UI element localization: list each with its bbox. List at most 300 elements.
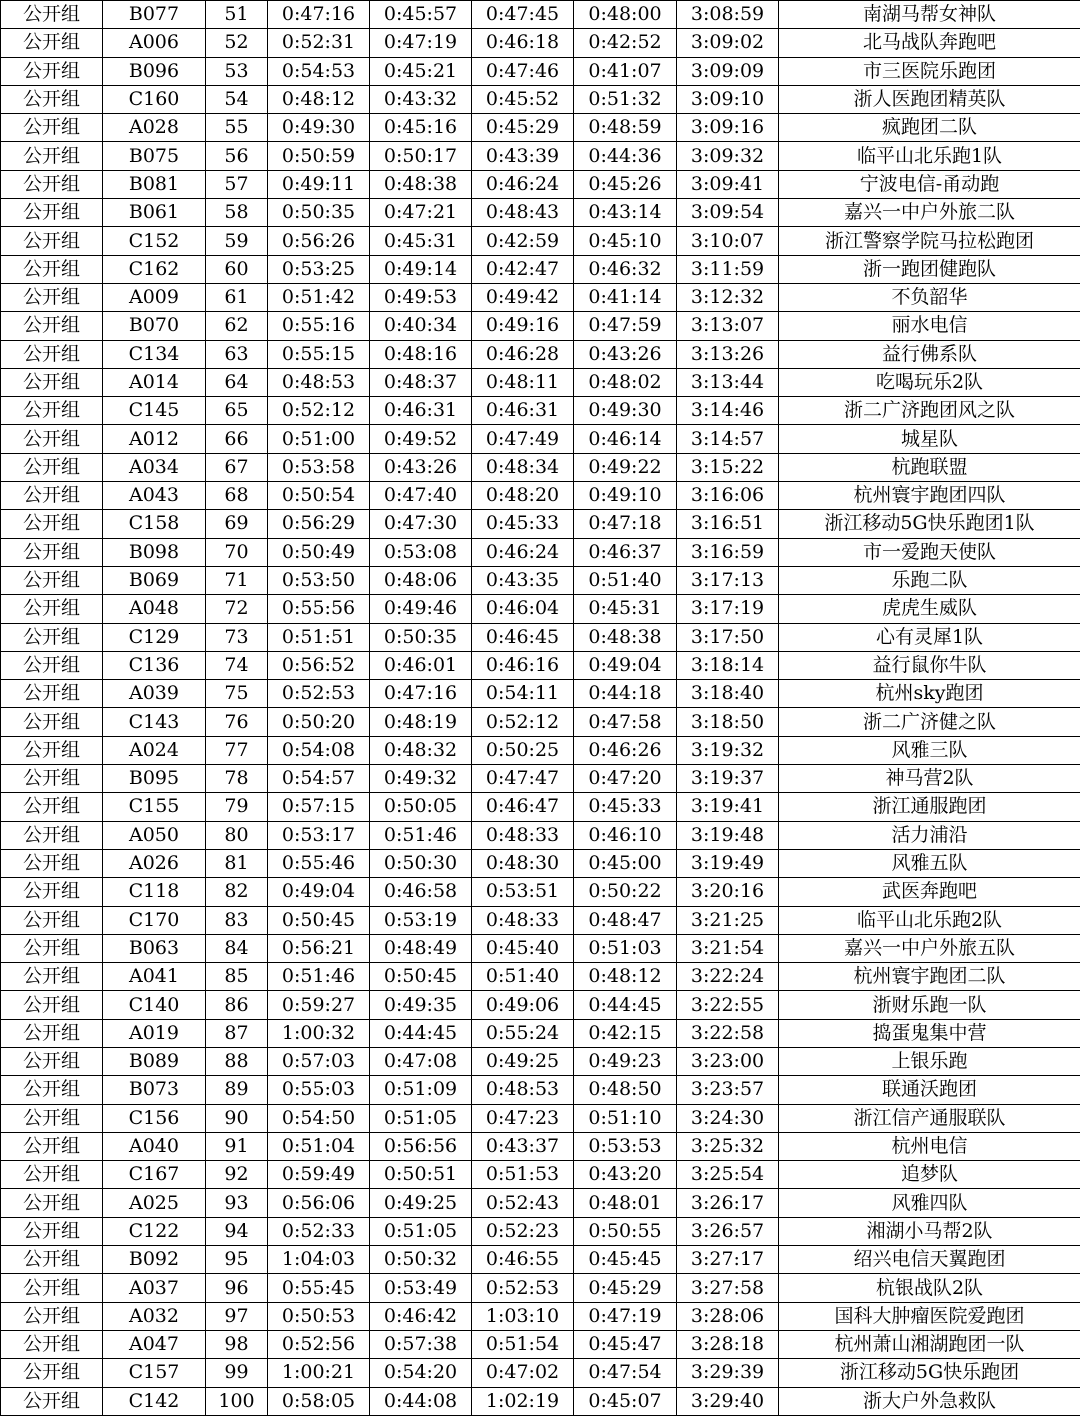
table-row — [1, 1047, 1080, 1075]
total-time-cell: 3:21:54 — [677, 934, 779, 962]
rank-cell: 100 — [206, 1387, 268, 1415]
leg1-time-cell: 0:52:12 — [268, 397, 370, 425]
team-name-cell: 嘉兴一中户外旅二队 — [779, 199, 1080, 227]
leg3-time-cell: 0:45:29 — [472, 114, 574, 142]
table-row — [1, 142, 1080, 170]
team-name-cell: 武医奔跑吧 — [779, 878, 1080, 906]
leg1-time-cell: 0:58:05 — [268, 1387, 370, 1415]
table-row — [1, 1330, 1080, 1358]
leg2-time-cell: 0:51:05 — [370, 1104, 472, 1132]
team-code-cell: A014 — [103, 368, 206, 396]
team-name-cell: 浙江移动5G快乐跑团 — [779, 1359, 1080, 1387]
group-cell: 公开组 — [1, 1161, 103, 1189]
leg1-time-cell: 0:49:30 — [268, 114, 370, 142]
leg4-time-cell: 0:44:45 — [574, 991, 677, 1019]
table-row — [1, 793, 1080, 821]
team-code-cell: C170 — [103, 906, 206, 934]
leg4-time-cell: 0:45:29 — [574, 1274, 677, 1302]
leg1-time-cell: 0:51:46 — [268, 963, 370, 991]
team-code-cell: B095 — [103, 765, 206, 793]
rank-cell: 69 — [206, 510, 268, 538]
leg2-time-cell: 0:40:34 — [370, 312, 472, 340]
leg3-time-cell: 0:47:49 — [472, 425, 574, 453]
group-cell: 公开组 — [1, 397, 103, 425]
leg2-time-cell: 0:57:38 — [370, 1330, 472, 1358]
total-time-cell: 3:09:16 — [677, 114, 779, 142]
group-cell: 公开组 — [1, 595, 103, 623]
leg2-time-cell: 0:49:25 — [370, 1189, 472, 1217]
table-row — [1, 736, 1080, 764]
leg4-time-cell: 0:50:22 — [574, 878, 677, 906]
rank-cell: 90 — [206, 1104, 268, 1132]
rank-cell: 93 — [206, 1189, 268, 1217]
rank-cell: 53 — [206, 57, 268, 85]
leg1-time-cell: 0:53:50 — [268, 566, 370, 594]
leg3-time-cell: 1:03:10 — [472, 1302, 574, 1330]
leg4-time-cell: 0:43:20 — [574, 1161, 677, 1189]
table-row — [1, 538, 1080, 566]
leg4-time-cell: 0:46:10 — [574, 821, 677, 849]
table-row — [1, 368, 1080, 396]
leg4-time-cell: 0:48:01 — [574, 1189, 677, 1217]
leg1-time-cell: 0:50:59 — [268, 142, 370, 170]
rank-cell: 81 — [206, 849, 268, 877]
leg3-time-cell: 0:48:33 — [472, 821, 574, 849]
leg1-time-cell: 0:56:29 — [268, 510, 370, 538]
leg1-time-cell: 0:54:53 — [268, 57, 370, 85]
rank-cell: 88 — [206, 1047, 268, 1075]
rank-cell: 86 — [206, 991, 268, 1019]
rank-cell: 59 — [206, 227, 268, 255]
team-name-cell: 浙江信产通服联队 — [779, 1104, 1080, 1132]
leg2-time-cell: 0:53:19 — [370, 906, 472, 934]
leg1-time-cell: 0:54:50 — [268, 1104, 370, 1132]
table-row — [1, 566, 1080, 594]
leg4-time-cell: 0:42:52 — [574, 29, 677, 57]
team-code-cell: C140 — [103, 991, 206, 1019]
table-row — [1, 1217, 1080, 1245]
rank-cell: 91 — [206, 1132, 268, 1160]
team-name-cell: 不负韶华 — [779, 283, 1080, 311]
table-row — [1, 255, 1080, 283]
total-time-cell: 3:19:49 — [677, 849, 779, 877]
group-cell: 公开组 — [1, 255, 103, 283]
table-row — [1, 708, 1080, 736]
team-code-cell: A041 — [103, 963, 206, 991]
leg2-time-cell: 0:53:08 — [370, 538, 472, 566]
leg2-time-cell: 0:48:38 — [370, 170, 472, 198]
leg2-time-cell: 0:56:56 — [370, 1132, 472, 1160]
rank-cell: 65 — [206, 397, 268, 425]
leg3-time-cell: 0:46:24 — [472, 170, 574, 198]
leg1-time-cell: 0:53:58 — [268, 453, 370, 481]
total-time-cell: 3:24:30 — [677, 1104, 779, 1132]
team-name-cell: 绍兴电信天翼跑团 — [779, 1246, 1080, 1274]
table-row — [1, 425, 1080, 453]
leg4-time-cell: 0:46:32 — [574, 255, 677, 283]
leg2-time-cell: 0:43:32 — [370, 85, 472, 113]
team-code-cell: B073 — [103, 1076, 206, 1104]
total-time-cell: 3:22:58 — [677, 1019, 779, 1047]
total-time-cell: 3:19:41 — [677, 793, 779, 821]
group-cell: 公开组 — [1, 1189, 103, 1217]
table-row — [1, 595, 1080, 623]
leg1-time-cell: 0:59:27 — [268, 991, 370, 1019]
table-row — [1, 1076, 1080, 1104]
group-cell: 公开组 — [1, 963, 103, 991]
group-cell: 公开组 — [1, 368, 103, 396]
leg1-time-cell: 0:52:31 — [268, 29, 370, 57]
table-row — [1, 991, 1080, 1019]
leg1-time-cell: 0:52:53 — [268, 680, 370, 708]
rank-cell: 73 — [206, 623, 268, 651]
team-name-cell: 国科大肿瘤医院爱跑团 — [779, 1302, 1080, 1330]
leg1-time-cell: 0:56:52 — [268, 651, 370, 679]
leg3-time-cell: 0:47:45 — [472, 1, 574, 29]
leg4-time-cell: 0:48:12 — [574, 963, 677, 991]
leg1-time-cell: 0:50:20 — [268, 708, 370, 736]
team-name-cell: 杭州寰宇跑团二队 — [779, 963, 1080, 991]
rank-cell: 52 — [206, 29, 268, 57]
leg1-time-cell: 0:52:33 — [268, 1217, 370, 1245]
leg1-time-cell: 0:53:25 — [268, 255, 370, 283]
total-time-cell: 3:19:48 — [677, 821, 779, 849]
rank-cell: 61 — [206, 283, 268, 311]
team-name-cell: 心有灵犀1队 — [779, 623, 1080, 651]
rank-cell: 79 — [206, 793, 268, 821]
table-row — [1, 765, 1080, 793]
leg4-time-cell: 0:48:59 — [574, 114, 677, 142]
total-time-cell: 3:15:22 — [677, 453, 779, 481]
total-time-cell: 3:23:00 — [677, 1047, 779, 1075]
leg3-time-cell: 0:43:35 — [472, 566, 574, 594]
leg3-time-cell: 0:52:12 — [472, 708, 574, 736]
team-code-cell: B098 — [103, 538, 206, 566]
leg3-time-cell: 0:47:46 — [472, 57, 574, 85]
table-row — [1, 680, 1080, 708]
team-name-cell: 捣蛋鬼集中营 — [779, 1019, 1080, 1047]
leg4-time-cell: 0:45:00 — [574, 849, 677, 877]
total-time-cell: 3:09:02 — [677, 29, 779, 57]
total-time-cell: 3:16:51 — [677, 510, 779, 538]
total-time-cell: 3:14:46 — [677, 397, 779, 425]
leg4-time-cell: 0:43:14 — [574, 199, 677, 227]
rank-cell: 71 — [206, 566, 268, 594]
leg2-time-cell: 0:54:20 — [370, 1359, 472, 1387]
table-row — [1, 283, 1080, 311]
table-row — [1, 1189, 1080, 1217]
table-row — [1, 906, 1080, 934]
leg3-time-cell: 0:52:23 — [472, 1217, 574, 1245]
team-code-cell: B061 — [103, 199, 206, 227]
total-time-cell: 3:17:13 — [677, 566, 779, 594]
group-cell: 公开组 — [1, 906, 103, 934]
team-name-cell: 临平山北乐跑2队 — [779, 906, 1080, 934]
total-time-cell: 3:18:14 — [677, 651, 779, 679]
team-code-cell: A039 — [103, 680, 206, 708]
leg4-time-cell: 0:48:00 — [574, 1, 677, 29]
total-time-cell: 3:26:57 — [677, 1217, 779, 1245]
leg2-time-cell: 0:45:57 — [370, 1, 472, 29]
group-cell: 公开组 — [1, 29, 103, 57]
group-cell: 公开组 — [1, 1019, 103, 1047]
table-row — [1, 934, 1080, 962]
leg2-time-cell: 0:50:45 — [370, 963, 472, 991]
team-code-cell: B077 — [103, 1, 206, 29]
leg4-time-cell: 0:53:53 — [574, 1132, 677, 1160]
leg3-time-cell: 0:48:34 — [472, 453, 574, 481]
team-name-cell: 杭银战队2队 — [779, 1274, 1080, 1302]
team-name-cell: 风雅四队 — [779, 1189, 1080, 1217]
total-time-cell: 3:18:40 — [677, 680, 779, 708]
team-code-cell: B063 — [103, 934, 206, 962]
team-code-cell: A009 — [103, 283, 206, 311]
rank-cell: 55 — [206, 114, 268, 142]
group-cell: 公开组 — [1, 170, 103, 198]
total-time-cell: 3:28:18 — [677, 1330, 779, 1358]
rank-cell: 67 — [206, 453, 268, 481]
leg2-time-cell: 0:47:08 — [370, 1047, 472, 1075]
table-row — [1, 1, 1080, 29]
leg4-time-cell: 0:41:14 — [574, 283, 677, 311]
leg4-time-cell: 0:50:55 — [574, 1217, 677, 1245]
team-name-cell: 宁波电信-甬动跑 — [779, 170, 1080, 198]
total-time-cell: 3:09:10 — [677, 85, 779, 113]
leg2-time-cell: 0:49:32 — [370, 765, 472, 793]
table-row — [1, 1132, 1080, 1160]
leg1-time-cell: 0:48:53 — [268, 368, 370, 396]
rank-cell: 85 — [206, 963, 268, 991]
leg3-time-cell: 0:48:33 — [472, 906, 574, 934]
leg3-time-cell: 0:46:16 — [472, 651, 574, 679]
group-cell: 公开组 — [1, 1330, 103, 1358]
group-cell: 公开组 — [1, 623, 103, 651]
leg3-time-cell: 0:51:54 — [472, 1330, 574, 1358]
table-row — [1, 821, 1080, 849]
table-row — [1, 1302, 1080, 1330]
team-code-cell: A026 — [103, 849, 206, 877]
leg3-time-cell: 0:45:52 — [472, 85, 574, 113]
leg3-time-cell: 0:43:37 — [472, 1132, 574, 1160]
team-code-cell: A050 — [103, 821, 206, 849]
leg2-time-cell: 0:46:58 — [370, 878, 472, 906]
group-cell: 公开组 — [1, 765, 103, 793]
team-code-cell: B092 — [103, 1246, 206, 1274]
team-name-cell: 浙人医跑团精英队 — [779, 85, 1080, 113]
leg2-time-cell: 0:44:45 — [370, 1019, 472, 1047]
rank-cell: 58 — [206, 199, 268, 227]
table-row — [1, 623, 1080, 651]
team-name-cell: 湘湖小马帮2队 — [779, 1217, 1080, 1245]
rank-cell: 78 — [206, 765, 268, 793]
leg4-time-cell: 0:45:45 — [574, 1246, 677, 1274]
leg1-time-cell: 0:50:45 — [268, 906, 370, 934]
team-name-cell: 浙二广济跑团风之队 — [779, 397, 1080, 425]
team-code-cell: C152 — [103, 227, 206, 255]
rank-cell: 83 — [206, 906, 268, 934]
table-row — [1, 963, 1080, 991]
leg2-time-cell: 0:48:19 — [370, 708, 472, 736]
group-cell: 公开组 — [1, 651, 103, 679]
rank-cell: 96 — [206, 1274, 268, 1302]
leg4-time-cell: 0:51:40 — [574, 566, 677, 594]
leg1-time-cell: 0:51:04 — [268, 1132, 370, 1160]
leg4-time-cell: 0:47:58 — [574, 708, 677, 736]
group-cell: 公开组 — [1, 1302, 103, 1330]
group-cell: 公开组 — [1, 312, 103, 340]
total-time-cell: 3:22:24 — [677, 963, 779, 991]
rank-cell: 75 — [206, 680, 268, 708]
total-time-cell: 3:29:39 — [677, 1359, 779, 1387]
leg2-time-cell: 0:48:06 — [370, 566, 472, 594]
group-cell: 公开组 — [1, 1076, 103, 1104]
leg1-time-cell: 0:50:35 — [268, 199, 370, 227]
team-code-cell: C158 — [103, 510, 206, 538]
team-code-cell: A043 — [103, 482, 206, 510]
total-time-cell: 3:10:07 — [677, 227, 779, 255]
team-code-cell: A032 — [103, 1302, 206, 1330]
leg1-time-cell: 0:54:08 — [268, 736, 370, 764]
team-name-cell: 南湖马帮女神队 — [779, 1, 1080, 29]
team-code-cell: C157 — [103, 1359, 206, 1387]
leg1-time-cell: 0:53:17 — [268, 821, 370, 849]
leg1-time-cell: 0:52:56 — [268, 1330, 370, 1358]
rank-cell: 51 — [206, 1, 268, 29]
group-cell: 公开组 — [1, 793, 103, 821]
total-time-cell: 3:27:58 — [677, 1274, 779, 1302]
table-row — [1, 878, 1080, 906]
group-cell: 公开组 — [1, 1132, 103, 1160]
table-row — [1, 170, 1080, 198]
leg4-time-cell: 0:45:33 — [574, 793, 677, 821]
leg1-time-cell: 0:51:42 — [268, 283, 370, 311]
table-row — [1, 1387, 1080, 1415]
leg3-time-cell: 0:49:42 — [472, 283, 574, 311]
leg4-time-cell: 0:47:20 — [574, 765, 677, 793]
leg4-time-cell: 0:43:26 — [574, 340, 677, 368]
total-time-cell: 3:17:19 — [677, 595, 779, 623]
group-cell: 公开组 — [1, 1274, 103, 1302]
team-code-cell: A012 — [103, 425, 206, 453]
leg2-time-cell: 0:45:16 — [370, 114, 472, 142]
table-row — [1, 482, 1080, 510]
team-code-cell: B075 — [103, 142, 206, 170]
leg2-time-cell: 0:50:05 — [370, 793, 472, 821]
total-time-cell: 3:09:54 — [677, 199, 779, 227]
leg4-time-cell: 0:45:26 — [574, 170, 677, 198]
team-name-cell: 神马营2队 — [779, 765, 1080, 793]
total-time-cell: 3:19:32 — [677, 736, 779, 764]
team-code-cell: C143 — [103, 708, 206, 736]
total-time-cell: 3:12:32 — [677, 283, 779, 311]
leg2-time-cell: 0:45:21 — [370, 57, 472, 85]
leg2-time-cell: 0:49:53 — [370, 283, 472, 311]
group-cell: 公开组 — [1, 736, 103, 764]
leg3-time-cell: 0:48:11 — [472, 368, 574, 396]
leg2-time-cell: 0:47:16 — [370, 680, 472, 708]
team-name-cell: 杭跑联盟 — [779, 453, 1080, 481]
team-code-cell: C142 — [103, 1387, 206, 1415]
table-row — [1, 312, 1080, 340]
leg1-time-cell: 0:48:12 — [268, 85, 370, 113]
total-time-cell: 3:11:59 — [677, 255, 779, 283]
leg4-time-cell: 0:45:31 — [574, 595, 677, 623]
leg3-time-cell: 0:49:06 — [472, 991, 574, 1019]
group-cell: 公开组 — [1, 849, 103, 877]
rank-cell: 68 — [206, 482, 268, 510]
group-cell: 公开组 — [1, 1387, 103, 1415]
rank-cell: 87 — [206, 1019, 268, 1047]
team-name-cell: 杭州sky跑团 — [779, 680, 1080, 708]
team-name-cell: 活力浦沿 — [779, 821, 1080, 849]
leg2-time-cell: 0:49:52 — [370, 425, 472, 453]
leg3-time-cell: 0:46:47 — [472, 793, 574, 821]
leg4-time-cell: 0:49:04 — [574, 651, 677, 679]
leg3-time-cell: 0:48:20 — [472, 482, 574, 510]
team-name-cell: 浙江移动5G快乐跑团1队 — [779, 510, 1080, 538]
team-name-cell: 嘉兴一中户外旅五队 — [779, 934, 1080, 962]
total-time-cell: 3:29:40 — [677, 1387, 779, 1415]
leg3-time-cell: 0:55:24 — [472, 1019, 574, 1047]
leg3-time-cell: 1:02:19 — [472, 1387, 574, 1415]
leg3-time-cell: 0:43:39 — [472, 142, 574, 170]
team-code-cell: B069 — [103, 566, 206, 594]
team-name-cell: 益行佛系队 — [779, 340, 1080, 368]
leg4-time-cell: 0:49:23 — [574, 1047, 677, 1075]
rank-cell: 70 — [206, 538, 268, 566]
rank-cell: 98 — [206, 1330, 268, 1358]
leg4-time-cell: 0:51:10 — [574, 1104, 677, 1132]
team-code-cell: A006 — [103, 29, 206, 57]
leg2-time-cell: 0:51:09 — [370, 1076, 472, 1104]
leg4-time-cell: 0:45:07 — [574, 1387, 677, 1415]
table-row — [1, 1019, 1080, 1047]
leg2-time-cell: 0:49:14 — [370, 255, 472, 283]
rank-cell: 94 — [206, 1217, 268, 1245]
table-row — [1, 199, 1080, 227]
leg3-time-cell: 0:47:47 — [472, 765, 574, 793]
leg4-time-cell: 0:42:15 — [574, 1019, 677, 1047]
team-name-cell: 浙江通服跑团 — [779, 793, 1080, 821]
total-time-cell: 3:27:17 — [677, 1246, 779, 1274]
total-time-cell: 3:17:50 — [677, 623, 779, 651]
leg2-time-cell: 0:47:40 — [370, 482, 472, 510]
group-cell: 公开组 — [1, 708, 103, 736]
leg2-time-cell: 0:50:35 — [370, 623, 472, 651]
leg1-time-cell: 0:55:03 — [268, 1076, 370, 1104]
team-code-cell: C129 — [103, 623, 206, 651]
leg1-time-cell: 0:55:15 — [268, 340, 370, 368]
group-cell: 公开组 — [1, 1359, 103, 1387]
team-name-cell: 丽水电信 — [779, 312, 1080, 340]
rank-cell: 54 — [206, 85, 268, 113]
total-time-cell: 3:25:54 — [677, 1161, 779, 1189]
total-time-cell: 3:28:06 — [677, 1302, 779, 1330]
leg4-time-cell: 0:48:02 — [574, 368, 677, 396]
leg4-time-cell: 0:44:18 — [574, 680, 677, 708]
total-time-cell: 3:20:16 — [677, 878, 779, 906]
rank-cell: 56 — [206, 142, 268, 170]
table-row — [1, 1359, 1080, 1387]
rank-cell: 76 — [206, 708, 268, 736]
leg3-time-cell: 0:46:28 — [472, 340, 574, 368]
leg3-time-cell: 0:46:55 — [472, 1246, 574, 1274]
team-name-cell: 临平山北乐跑1队 — [779, 142, 1080, 170]
total-time-cell: 3:25:32 — [677, 1132, 779, 1160]
leg4-time-cell: 0:46:37 — [574, 538, 677, 566]
leg2-time-cell: 0:44:08 — [370, 1387, 472, 1415]
team-code-cell: A028 — [103, 114, 206, 142]
